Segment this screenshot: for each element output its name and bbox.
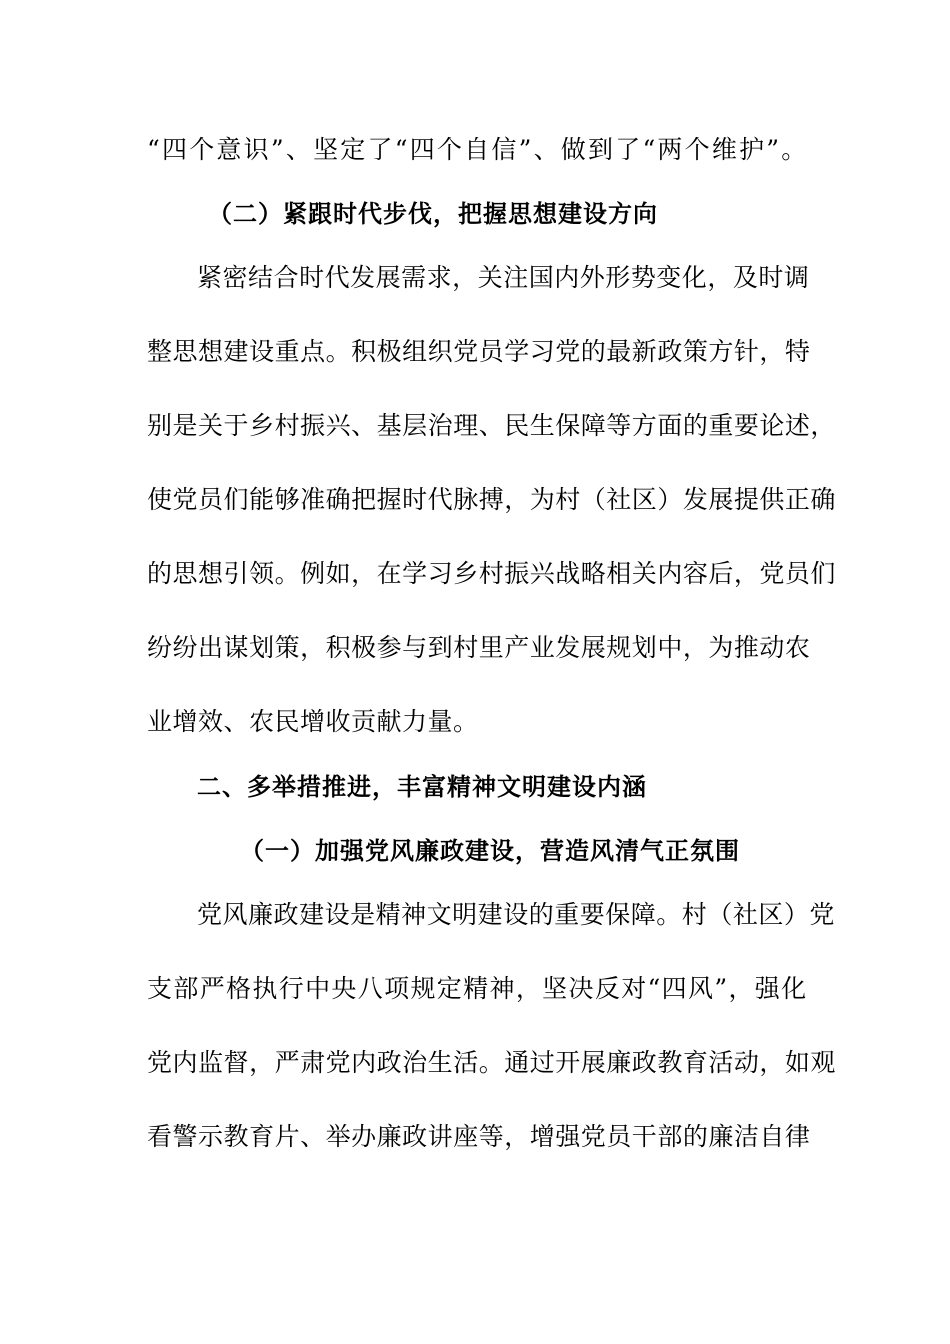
paragraph-line: 使 党 员 们 能 够 准 确 把 握 时 代 脉 搏 ， 为 村 （ 社 区 ） 发 展 提 供 正 确 bbox=[147, 485, 836, 514]
section-heading: 二、多举措推进，丰富精神文明建设内涵 bbox=[197, 773, 647, 801]
section-subheading: （一）加强党风廉政建设，营造风清气正氛围 bbox=[240, 837, 740, 865]
paragraph-line: 别 是 关 于 乡 村 振 兴 、 基 层 治 理 、 民 生 保 障 等 方 面 的 重 要 论 述 ， bbox=[147, 411, 836, 440]
paragraph-line: 整 思 想 建 设 重 点 。 积 极 组 织 党 员 学 习 党 的 最 新 政 策 方 针 ， 特 bbox=[147, 337, 811, 366]
paragraph-line: 看 警 示 教 育 片 、 举 办 廉 政 讲 座 等 ， 增 强 党 员 干 部 的 廉 洁 自 律 bbox=[147, 1122, 811, 1151]
paragraph-line: 纷 纷 出 谋 划 策 ， 积 极 参 与 到 村 里 产 业 发 展 规 划 中 ， 为 推 动 农 bbox=[147, 633, 811, 662]
paragraph-line: 紧 密 结 合 时 代 发 展 需 求 ， 关 注 国 内 外 形 势 变 化 ， 及 时 调 bbox=[197, 263, 810, 292]
paragraph-line: 的 思 想 引 领 。 例 如 ， 在 学 习 乡 村 振 兴 战 略 相 关 内 容 后 ， 党 员 们 bbox=[147, 559, 836, 588]
paragraph-line: “ 四 个 意 识 ” 、 坚 定 了 “ 四 个 自 信 ” 、 做 到 了 “ 两 个 维 护 ” 。 bbox=[147, 135, 807, 164]
section-subheading: （二）紧跟时代步伐，把握思想建设方向 bbox=[208, 200, 658, 228]
paragraph-line: 党 内 监 督 ， 严 肃 党 内 政 治 生 活 。 通 过 开 展 廉 政 教 育 活 动 ， 如 观 bbox=[147, 1048, 836, 1077]
paragraph-line: 党 风 廉 政 建 设 是 精 神 文 明 建 设 的 重 要 保 障 。 村 （ 社 区 ） 党 bbox=[197, 900, 835, 929]
paragraph-line: 业增效、农民增收贡献力量。 bbox=[147, 707, 479, 736]
paragraph-line: 支 部 严 格 执 行 中 央 八 项 规 定 精 神 ， 坚 决 反 对 “ 四 风 ” ， 强 化 bbox=[147, 974, 807, 1003]
